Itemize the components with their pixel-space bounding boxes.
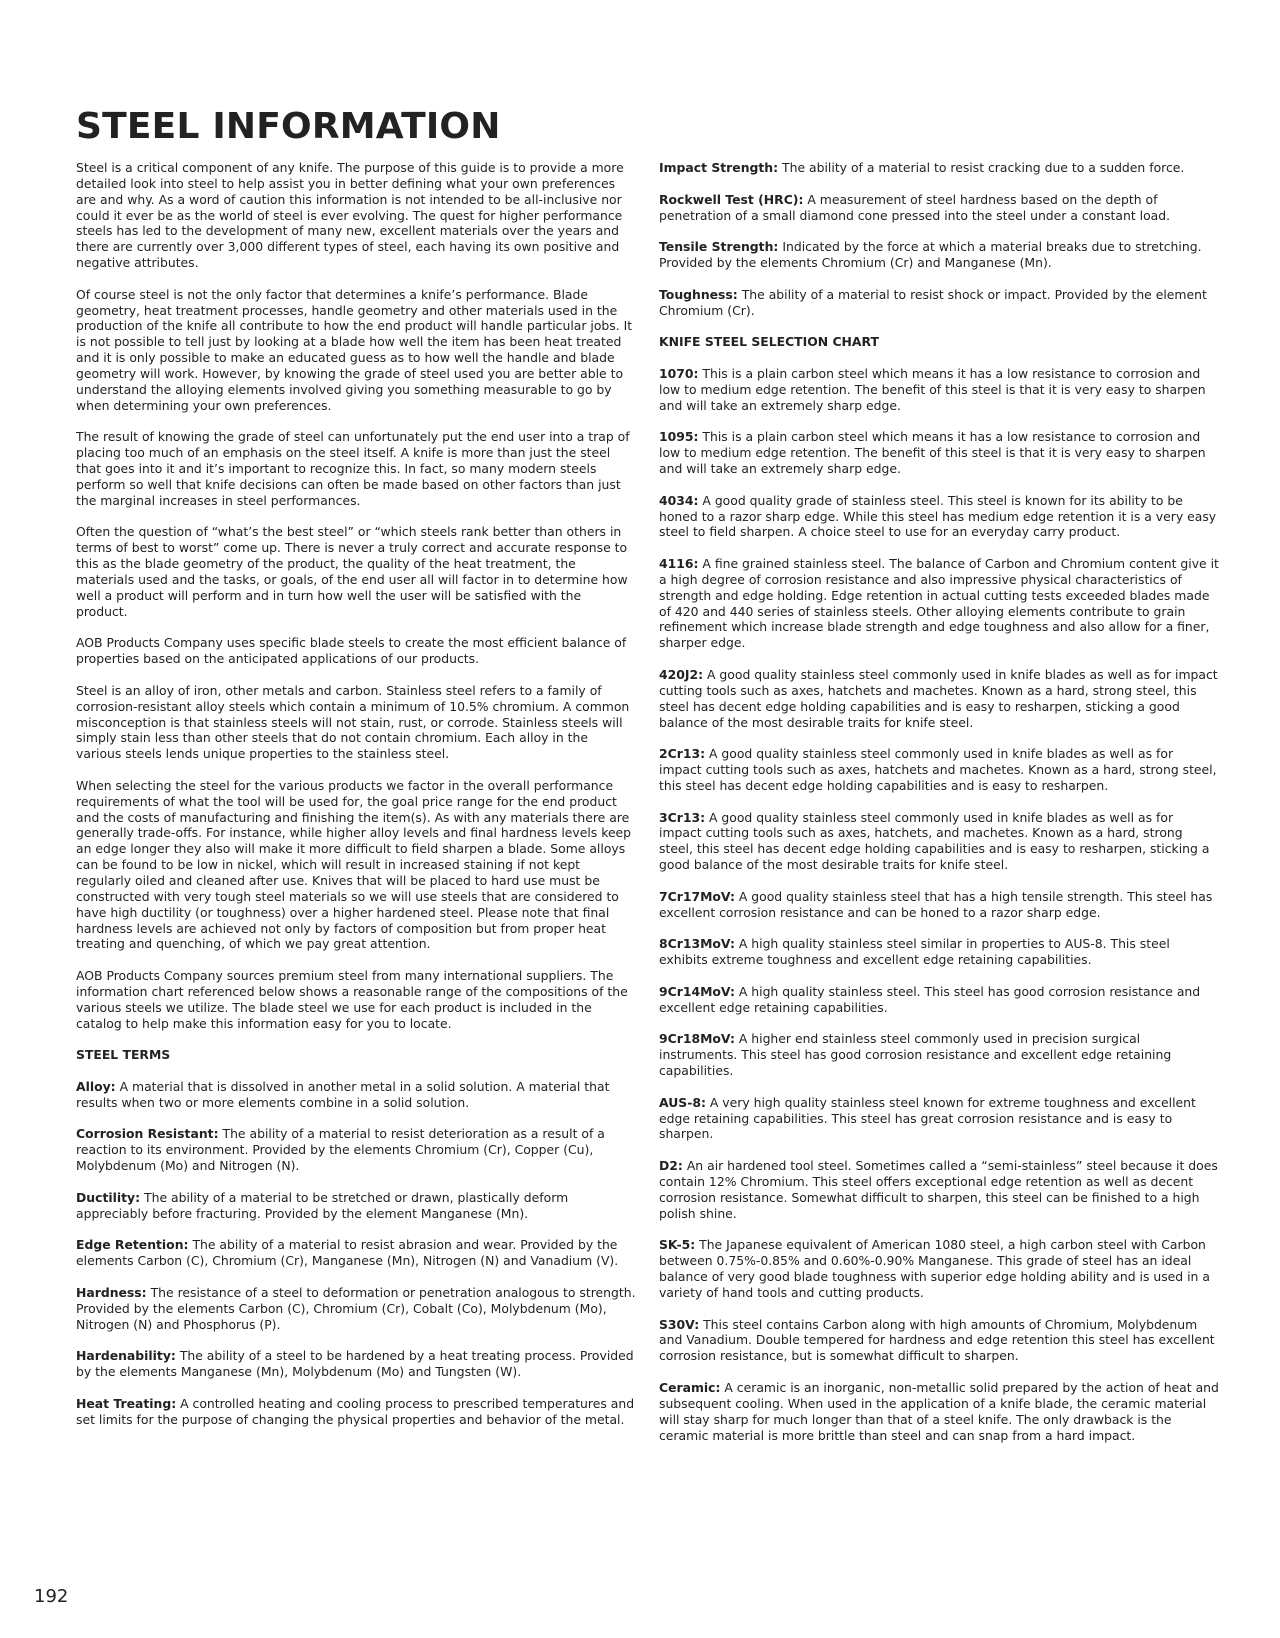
intro-paragraph: Steel is an alloy of iron, other metals and carbon. Stainless steel refers to a family of corrosion-resistant alloy steels which contain a minimum of 10.5% chromium. A common misconception is that stainless steels will not stain, rust, or corrode. Stainless steels will simply stain less than other steels that do not contain chromium. Each alloy in the various steels lends unique properties to the stainless steel. (76, 682, 630, 762)
term-name: Hardenability: (76, 1348, 176, 1364)
term-definition: A measurement of steel hardness based on the depth of penetration of a small diamond cone pressed into the steel under a constant load. (659, 191, 1171, 223)
term-definition: The ability of a material to resist abrasion and wear. Provided by the elements Carbon (C), Chromium (Cr), Manganese (Mn), Nitrogen (N) and Vanadium (V). (76, 1237, 619, 1269)
steel-name: 3Cr13: (659, 809, 706, 825)
steel-entry (659, 746, 1219, 794)
steel-name: 7Cr17MoV: (659, 888, 735, 904)
steel-entry (659, 1158, 1219, 1221)
steel-entry (659, 556, 1219, 651)
steel-description: A good quality stainless steel that has a high tensile strength. This steel has excellent corrosion resistance and can be honed to a razor sharp edge. (659, 888, 1213, 920)
steel-name: 4034: (659, 492, 699, 508)
steel-name: S30V: (659, 1316, 700, 1332)
intro-paragraph: Steel is a critical component of any knife. The purpose of this guide is to provide a more detailed look into steel to help assist you in better defining what your own preferences are and why. As a word of caution this information is not intended to be all-inclusive nor could it ever be as the world of steel is ever evolving. The quest for higher performance steels has led to the development of many new, excellent materials over the years and there are currently over 3,000 different types of steel, each having its own positive and negative attributes. (76, 160, 624, 271)
term-name: Edge Retention: (76, 1237, 189, 1253)
term-entry (76, 1348, 636, 1380)
term-definition: Indicated by the force at which a material breaks due to stretching. Provided by the elements Chromium (Cr) and Manganese (Mn). (659, 239, 1202, 271)
steel-description: A very high quality stainless steel known for extreme toughness and excellent edge retaining capabilities. This steel has great corrosion resistance and is easy to sharpen. (659, 1094, 1196, 1142)
page-title: STEEL INFORMATION (76, 106, 501, 147)
term-name: Ductility: (76, 1189, 141, 1205)
term-name: Hardness: (76, 1284, 147, 1300)
steel-name: 4116: (659, 556, 699, 572)
left-column (76, 160, 636, 1443)
term-name: Corrosion Resistant: (76, 1126, 219, 1142)
term-definition: The ability of a material to resist cracking due to a sudden force. (782, 160, 1185, 175)
steel-description: A high quality stainless steel similar in properties to AUS-8. This steel exhibits extreme toughness and excellent edge retaining capabilities. (659, 936, 1170, 968)
term-entry (76, 1237, 636, 1269)
term-definition: The ability of a material to resist shock or impact. Provided by the element Chromium (Cr). (659, 286, 1207, 318)
steel-name: 9Cr14MoV: (659, 983, 735, 999)
page-number: 192 (34, 1586, 69, 1607)
term-entry (76, 1079, 636, 1111)
steel-description: A ceramic is an inorganic, non-metallic solid prepared by the action of heat and subsequent cooling. When used in the application of a knife blade, the ceramic material will stay sharp for much longer than that of a steel knife. The only drawback is the ceramic material is more brittle than steel and can snap from a hard impact. (659, 1379, 1219, 1443)
right-column (659, 160, 1219, 1459)
intro-paragraph: AOB Products Company uses specific blade steels to create the most efficient balance of properties based on the anticipated applications of our products. (76, 635, 627, 667)
term-name: Rockwell Test (HRC): (659, 191, 804, 207)
intro-paragraph: The result of knowing the grade of steel can unfortunately put the end user into a trap of placing too much of an emphasis on the steel itself. A knife is more than just the steel that goes into it and it’s important to recognize this. In fact, so many modern steels perform so well that knife decisions can often be made based on other factors than just the marginal increases in steel performances. (76, 429, 630, 508)
term-name: Impact Strength: (659, 160, 779, 175)
term-definition: The ability of a steel to be hardened by a heat treating process. Provided by the elements Manganese (Mn), Molybdenum (Mo) and Tungsten (W). (76, 1348, 634, 1380)
term-name: Toughness: (659, 286, 738, 302)
steel-entry (659, 1095, 1219, 1143)
steel-name: 9Cr18MoV: (659, 1031, 735, 1047)
steel-entry (659, 1380, 1219, 1443)
steel-description: A good quality stainless steel commonly used in knife blades as well as for impact cutting tools such as axes, hatchets, and machetes. Known as a hard, strong steel, this steel has decent edge holding capabilities and is easy to resharpen, sticking a good balance of the most desirable traits for knife steel. (659, 809, 1210, 873)
steel-description: A good quality stainless steel commonly used in knife blades as well as for impact cutting tools such as axes, hatchets and machetes. Known as a hard, strong steel, this steel has decent edge holding capabilities and is easy to resharpen. (659, 746, 1217, 793)
steel-description: An air hardened tool steel. Sometimes called a “semi-stainless” steel because it does contain 12% Chromium. This steel offers exceptional edge retention as well as decent corrosion resistance. Somewhat difficult to sharpen, this steel can be finished to a high polish shine. (659, 1158, 1218, 1221)
selection-chart-heading: KNIFE STEEL SELECTION CHART (659, 334, 879, 350)
steel-description: A fine grained stainless steel. The balance of Carbon and Chromium content give it a high degree of corrosion resistance and also impressive physical characteristics of strength and edge holding. Edge retention in actual cutting tests exceeded blades made of 420 and 440 series of stainless steels. Other alloying elements contribute to grain refinement which increase blade strength and edge toughness and also allow for a finer, sharper edge. (659, 556, 1219, 651)
term-definition: A material that is dissolved in another metal in a solid solution. A material that results when two or more elements combine in a solid solution. (76, 1078, 610, 1110)
term-entry (76, 1285, 636, 1333)
intro-paragraph: AOB Products Company sources premium steel from many international suppliers. The information chart referenced below shows a reasonable range of the compositions of the various steels we utilize. The blade steel we use for each product is included in the catalog to help make this information easy for you to locate. (76, 968, 628, 1031)
steel-name: Ceramic: (659, 1379, 721, 1395)
term-entry (659, 160, 1219, 176)
term-name: Alloy: (76, 1078, 116, 1094)
term-definition: The ability of a material to be stretched or drawn, plastically deform appreciably before fracturing. Provided by the element Manganese (Mn). (76, 1189, 569, 1221)
steel-entry (659, 667, 1219, 730)
steel-entry (659, 366, 1219, 414)
steel-entry (659, 810, 1219, 873)
intro-paragraph: When selecting the steel for the various products we factor in the overall performance requirements of what the tool will be used for, the goal price range for the end product and the costs of manufacturing and finishing the item(s). As with any materials there are generally trade-offs. For instance, while higher alloy levels and final hardness levels keep an edge longer they also will make it more difficult to field sharpen a blade. Some alloys can be found to be low in nickel, which will result in increased staining if not kept regularly oiled and cleaned after use. Knives that will be placed to hard use must be constructed with very tough steel materials so we will use steels that are considered to have high ductility (or toughness) over a higher hardened steel. Please note that final hardness levels are achieved not only by factors of composition but from proper heat treating and quenching, of which we pay great attention. (76, 777, 632, 952)
steel-entry (659, 1031, 1219, 1079)
steel-name: 8Cr13MoV: (659, 936, 735, 952)
steel-name: D2: (659, 1158, 683, 1174)
steel-entry (659, 429, 1219, 477)
term-entry (76, 1126, 636, 1174)
steel-description: A high quality stainless steel. This steel has good corrosion resistance and excellent edge retaining capabilities. (659, 983, 1201, 1015)
term-entry (76, 1396, 636, 1428)
term-name: Heat Treating: (76, 1395, 177, 1411)
steel-terms-heading: STEEL TERMS (76, 1047, 171, 1063)
term-definition: The resistance of a steel to deformation or penetration analogous to strength. Provided by the elements Carbon (C), Chromium (Cr), Cobalt (Co), Molybdenum (Mo), Nitrogen (N) and Phosphorus (P). (76, 1284, 636, 1332)
term-entry (659, 192, 1219, 224)
intro-paragraph: Often the question of “what’s the best steel” or “which steels rank better than others in terms of best to worst” come up. There is never a truly correct and accurate response to this as the blade geometry of the product, the quality of the heat treatment, the materials used and the tasks, or goals, of the end user all will factor in to determine how well a product will perform and in turn how well the user will be satisfied with the product. (76, 524, 628, 619)
steel-description: The Japanese equivalent of American 1080 steel, a high carbon steel with Carbon between 0.75%-0.85% and 0.60%-0.90% Manganese. This grade of steel has an ideal balance of very good blade toughness with superior edge holding ability and is used in a variety of hand tools and cutting products. (659, 1237, 1210, 1300)
term-entry (76, 1190, 636, 1222)
steel-name: 420J2: (659, 667, 704, 682)
steel-description: A good quality stainless steel commonly used in knife blades as well as for impact cutting tools such as axes, hatchets and machetes. Known as a hard, strong steel, this steel has decent edge holding capabilities and is easy to resharpen, sticking a good balance of the most desirable traits for knife steel. (659, 667, 1218, 730)
term-name: Tensile Strength: (659, 239, 779, 255)
steel-entry (659, 1317, 1219, 1365)
steel-entry (659, 889, 1219, 921)
steel-name: 1070: (659, 365, 699, 381)
steel-description: This is a plain carbon steel which means it has a low resistance to corrosion and low to medium edge retention. The benefit of this steel is that it is very easy to sharpen and will take an extremely sharp edge. (659, 365, 1206, 413)
steel-description: This steel contains Carbon along with high amounts of Chromium, Molybdenum and Vanadium. Double tempered for hardness and edge retention this steel has excellent corrosion resistance, but is somewhat difficult to sharpen. (659, 1316, 1215, 1364)
term-definition: The ability of a material to resist deterioration as a result of a reaction to its environment. Provided by the elements Chromium (Cr), Copper (Cu), Molybdenum (Mo) and Nitrogen (N). (76, 1126, 605, 1174)
steel-description: This is a plain carbon steel which means it has a low resistance to corrosion and low to medium edge retention. The benefit of this steel is that it is very easy to sharpen and will take an extremely sharp edge. (659, 429, 1206, 477)
steel-entry (659, 936, 1219, 968)
steel-entry (659, 1237, 1219, 1300)
steel-entry (659, 493, 1219, 541)
steel-name: 2Cr13: (659, 746, 706, 762)
steel-name: 1095: (659, 429, 699, 445)
term-entry (659, 287, 1219, 319)
term-entry (659, 239, 1219, 271)
steel-entry (659, 984, 1219, 1016)
steel-name: AUS-8: (659, 1094, 706, 1110)
steel-description: A higher end stainless steel commonly used in precision surgical instruments. This steel has good corrosion resistance and excellent edge retaining capabilities. (659, 1031, 1172, 1079)
steel-description: A good quality grade of stainless steel. This steel is known for its ability to be honed to a razor sharp edge. While this steel has medium edge retention it is a very easy steel to field sharpen. A choice steel to use for an everyday carry product. (659, 492, 1217, 540)
term-definition: A controlled heating and cooling process to prescribed temperatures and set limits for the purpose of changing the physical properties and behavior of the metal. (76, 1395, 635, 1427)
intro-paragraph: Of course steel is not the only factor that determines a knife’s performance. Blade geometry, heat treatment processes, handle geometry and other materials used in the production of the knife all contribute to how the end product will handle particular jobs. It is not possible to tell just by looking at a blade how well the item has been heat treated and it is only possible to make an educated guess as to how well the handle and blade geometry will work. However, by knowing the grade of steel used you are better able to understand the alloying elements involved giving you something measurable to go by when determining your own preferences. (76, 286, 633, 413)
steel-name: SK-5: (659, 1237, 696, 1253)
